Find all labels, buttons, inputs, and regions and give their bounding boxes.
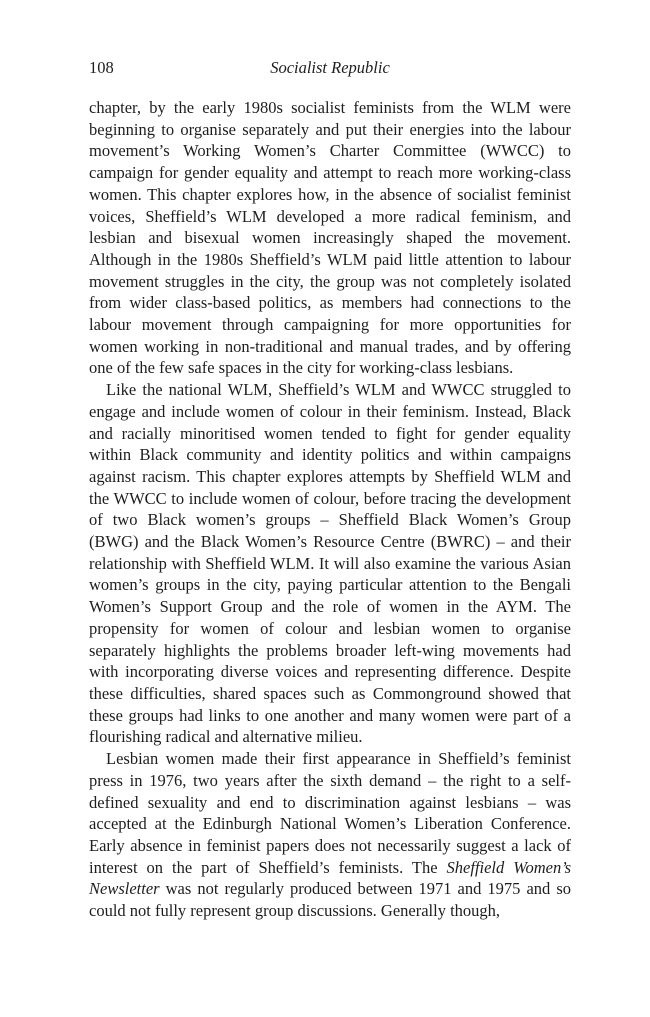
paragraph-1: chapter, by the early 1980s socialist feminists from the WLM were beginning to organise separately and put their energies into the labour movement’s Working Women’s Charter Committee (WWCC) to campaign for gender equality and attempt to reach more working-class women. This chapter explores how, in the absence of socialist feminist voices, Sheffield’s WLM developed a more radical feminism, and lesbian and bisexual women increasingly shaped the movement. Although in the 1980s Sheffield’s WLM paid little attention to labour movement struggles in the city, the group was not completely isolated from wider class-based politics, as members had connections to the labour movement through campaigning for more opportunities for women working in non-traditional and manual trades, and by offering one of the few safe spaces in the city for working-class lesbians. [89,98,571,378]
running-title: Socialist Republic [270,58,390,77]
page-number: 108 [89,58,114,77]
publication-title: Sheffield Women’s Newsletter [89,857,571,899]
paragraph-3-text-b: was not regularly produced between 1971 and 1975 and so could not fully represent group discussions. Generally though, [89,879,571,921]
body-text [89,97,571,922]
paragraph-3 [89,748,571,922]
paragraph-3-text-a: Lesbian women made their first appearance in Sheffield’s feminist press in 1976, two years after the sixth demand – the right to a self-defined sexuality and end to discrimination against lesbians – was accepted at the Edinburgh National Women’s Liberation Conference. Early absence in feminist papers does not necessarily suggest a lack of interest on the part of Sheffield’s feminists. The [89,749,571,877]
book-page [89,57,571,922]
paragraph-2: Like the national WLM, Sheffield’s WLM and WWCC struggled to engage and include women of colour in their feminism. Instead, Black and racially minoritised women tended to fight for gender equality within Black community and identity politics and within campaigns against racism. This chapter explores attempts by Sheffield WLM and the WWCC to include women of colour, before tracing the development of two Black women’s groups – Sheffield Black Women’s Group (BWG) and the Black Women’s Resource Centre (BWRC) – and their relationship with Sheffield WLM. It will also examine the various Asian women’s groups in the city, paying particular attention to the Bengali Women’s Support Group and the role of women in the AYM. The propensity for women of colour and lesbian women to organise separately highlights the problems broader left-wing movements had with incorporating diverse voices and representing difference. Despite these difficulties, shared spaces such as Commonground showed that these groups had links to one another and many women were part of a flourishing radical and alternative milieu. [89,380,571,747]
running-head [89,57,571,83]
